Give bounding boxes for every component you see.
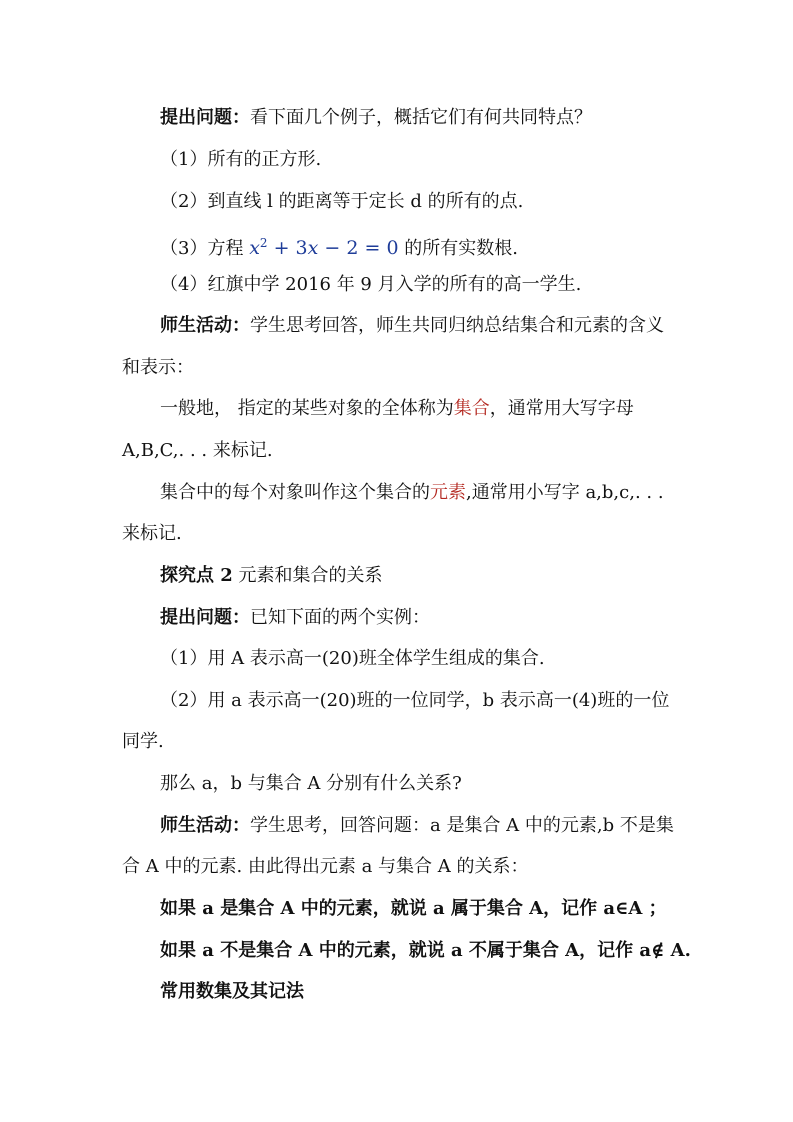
equation-var: x [249, 237, 260, 259]
section-label: 探究点 2 [160, 565, 233, 586]
section-title: 元素和集合的关系 [232, 565, 383, 586]
definition-element-continued: 来标记. [122, 523, 182, 544]
instance-2: （2）用 a 表示高一(20)班的一位同学，b 表示高一(4)班的一位 [160, 690, 670, 711]
activity-2-continued: 合 A 中的元素. 由此得出元素 a 与集合 A 的关系： [122, 856, 529, 877]
activity-2-label: 师生活动： [160, 815, 250, 836]
activity-2 [160, 814, 793, 838]
instance-1: （1）用 A 表示高一(20)班全体学生组成的集合. [160, 648, 545, 669]
question-2 [160, 606, 793, 630]
question-2-label: 提出问题： [160, 607, 250, 628]
activity-2-text: 学生思考，回答问题：a 是集合 A 中的元素,b 不是集 [250, 815, 674, 836]
rule-belongs: 如果 a 是集合 A 中的元素，就说 a 属于集合 A，记作 a∈A ； [160, 898, 667, 919]
item3-suffix: 的所有实数根. [398, 238, 518, 259]
example-item-3 [160, 231, 793, 261]
question-relation: 那么 a，b 与集合 A 分别有什么关系? [160, 773, 462, 794]
section-heading-2 [160, 564, 793, 588]
activity-text: 学生思考回答，师生共同归纳总结集合和元素的含义 [250, 315, 664, 336]
question-2-text: 已知下面的两个实例： [250, 607, 430, 628]
item3-prefix: （3）方程 [160, 238, 250, 259]
question-text: 看下面几个例子，概括它们有何共同特点？ [250, 107, 592, 128]
example-item-1: （1）所有的正方形. [160, 149, 322, 170]
equation [249, 237, 398, 259]
definition-set-post: ，通常用大写字母 [489, 398, 634, 419]
activity-1-continued: 和表示： [122, 357, 194, 378]
question-1 [160, 106, 793, 130]
definition-set [160, 397, 793, 421]
activity-label: 师生活动： [160, 315, 250, 336]
activity-1 [160, 314, 793, 338]
equation-term: + 3 [267, 237, 308, 259]
equation-var-2: x [307, 237, 319, 259]
definition-element-pre: 集合中的每个对象叫作这个集合的 [160, 482, 430, 503]
definition-element-post: ,通常用小写字 a,b,c,. . . [466, 482, 664, 503]
term-set: 集合 [453, 398, 490, 419]
equation-tail: − 2 = 0 [318, 237, 399, 259]
heading-number-sets: 常用数集及其记法 [160, 981, 304, 1002]
rule-not-belongs: 如果 a 不是集合 A 中的元素，就说 a 不属于集合 A，记作 a∉ A. [160, 940, 691, 961]
example-item-2: （2）到直线 l 的距离等于定长 d 的所有的点. [160, 191, 524, 212]
definition-element [160, 481, 793, 505]
question-label: 提出问题： [160, 107, 250, 128]
equation-exponent: 2 [259, 236, 268, 250]
instance-2-continued: 同学. [122, 731, 164, 752]
term-element: 元素 [430, 482, 466, 503]
definition-set-continued: A,B,C,. . . 来标记. [122, 440, 273, 461]
example-item-4: （4）红旗中学 2016 年 9 月入学的所有的高一学生. [160, 274, 582, 295]
definition-set-pre: 一般地， 指定的某些对象的全体称为 [160, 398, 454, 419]
